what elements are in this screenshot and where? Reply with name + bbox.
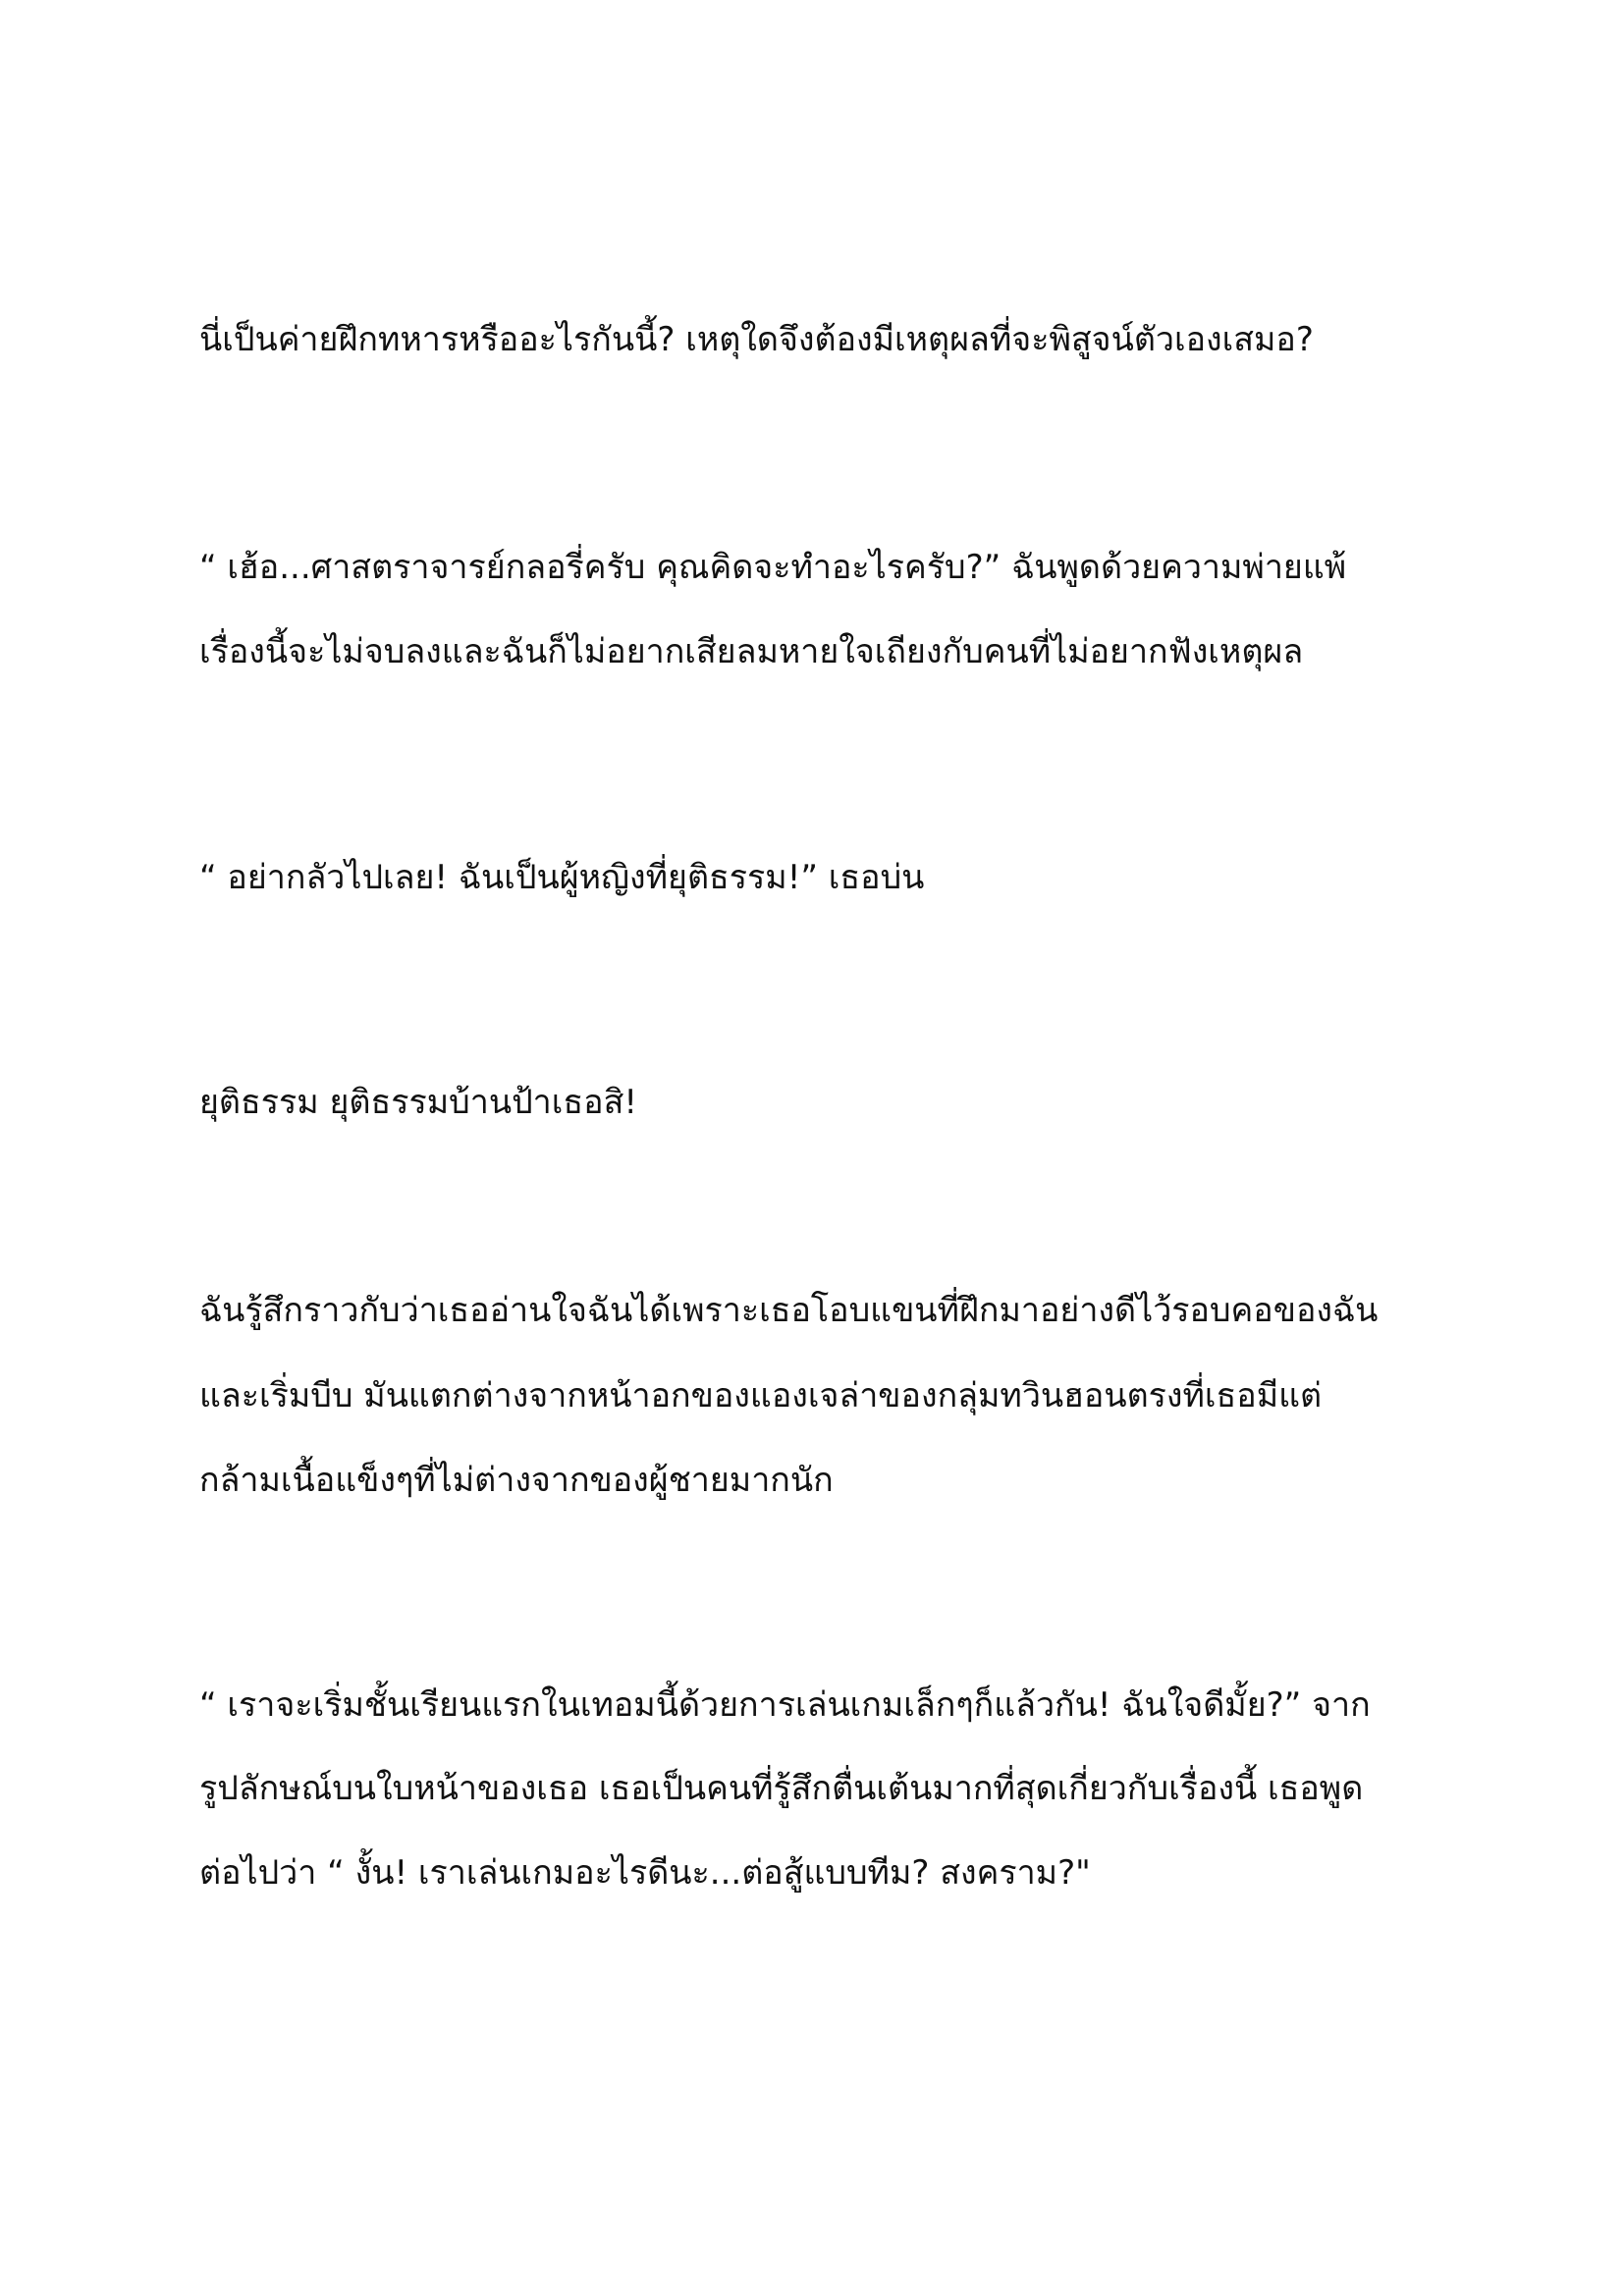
text-line: และเริ่มบีบ มันแตกต่างจากหน้าอกของแองเจล่าของกลุ่มทวินฮอนตรงที่เธอมีแต่ <box>199 1376 1323 1415</box>
text-line: “ เราจะเริ่มชั้นเรียนแรกในเทอมนี้ด้วยการเล่นเกมเล็กๆก็แล้วกัน! ฉันใจดีมั้ย?” จาก <box>199 1685 1371 1725</box>
text-line: กล้ามเนื้อแข็งๆที่ไม่ต่างจากของผู้ชายมากนัก <box>199 1461 834 1500</box>
text-line: นี่เป็นค่ายฝึกทหารหรืออะไรกันนี้? เหตุใดจึงต้องมีเหตุผลที่จะพิสูจน์ตัวเองเสมอ? <box>199 320 1314 359</box>
text-line: ฉันรู้สึกราวกับว่าเธออ่านใจฉันได้เพราะเธอโอบแขนที่ฝึกมาอย่างดีไว้รอบคอของฉัน <box>199 1291 1379 1330</box>
text-line: “ อย่ากลัวไปเลย! ฉันเป็นผู้หญิงที่ยุติธรรม!” เธอบ่น <box>199 858 925 897</box>
text-line: “ เฮ้อ...ศาสตราจารย์กลอรี่ครับ คุณคิดจะทำอะไรครับ?” ฉันพูดด้วยความพ่ายแพ้ <box>199 548 1347 587</box>
text-line: เรื่องนี้จะไม่จบลงและฉันก็ไม่อยากเสียลมหายใจเถียงกับคนที่ไม่อยากฟังเหตุผล <box>199 632 1304 671</box>
text-line: รูปลักษณ์บนใบหน้าของเธอ เธอเป็นคนที่รู้สึกตื่นเต้นมากที่สุดเกี่ยวกับเรื่องนี้ เธอพูด <box>199 1769 1364 1808</box>
text-line: ยุติธรรม ยุติธรรมบ้านป้าเธอสิ! <box>199 1083 637 1122</box>
text-line: ต่อไปว่า “ งั้น! เราเล่นเกมอะไรดีนะ...ต่อสู้แบบทีม? สงคราม?" <box>199 1853 1091 1893</box>
